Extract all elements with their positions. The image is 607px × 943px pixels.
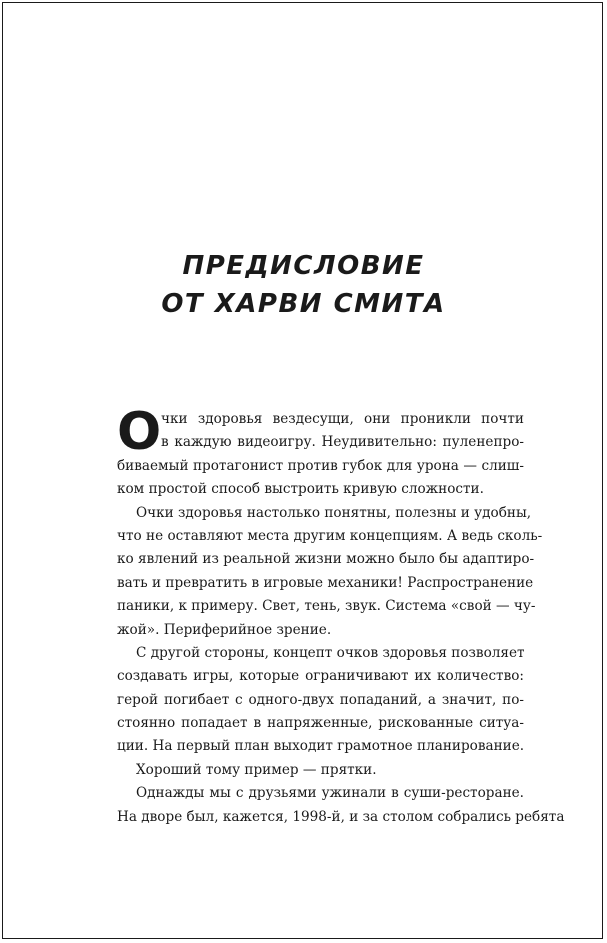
text-line: создавать игры, которые ограничивают их количество:: [117, 668, 524, 685]
chapter-title-line-1: ПРЕДИСЛОВИЕ: [182, 251, 425, 281]
text-line: стоянно попадает в напряженные, рискованные ситуа-: [117, 715, 524, 732]
text-line: ком простой способ выстроить кривую сложности.: [117, 481, 484, 498]
text-line: герой погибает с одного-двух попаданий, а значит, по-: [117, 691, 524, 708]
text-line: Очки здоровья настолько понятны, полезны и удобны,: [136, 504, 532, 521]
text-line: С другой стороны, концепт очков здоровья позволяет: [136, 644, 525, 661]
chapter-title-line-2: ОТ ХАРВИ СМИТА: [161, 289, 446, 319]
text-line: Однажды мы с друзьями ужинали в суши-ресторане.: [136, 785, 524, 802]
body-text: [117, 402, 565, 829]
drop-cap: О: [117, 402, 162, 462]
text-line: вать и превратить в игровые механики! Распространение: [117, 574, 534, 591]
text-line: ко явлений из реальной жизни можно было бы адаптиро-: [117, 551, 535, 568]
text-line: На дворе был, кажется, 1998-й, и за столом собрались ребята: [117, 808, 565, 825]
text-line: жой». Периферийное зрение.: [117, 621, 332, 638]
text-line: биваемый протагонист против губок для урона — слиш-: [117, 457, 524, 474]
text-line: в каждую видеоигру. Неудивительно: пуленепро-: [161, 434, 524, 451]
text-line: что не оставляют места другим концепциям. А ведь сколь-: [117, 527, 543, 544]
text-line: Хороший тому пример — прятки.: [136, 761, 377, 778]
text-line: чки здоровья вездесущи, они проникли почти: [161, 411, 524, 427]
text-line: паники, к примеру. Свет, тень, звук. Система «свой — чу-: [117, 598, 536, 615]
text-line: ции. На первый план выходит грамотное планирование.: [117, 738, 525, 755]
